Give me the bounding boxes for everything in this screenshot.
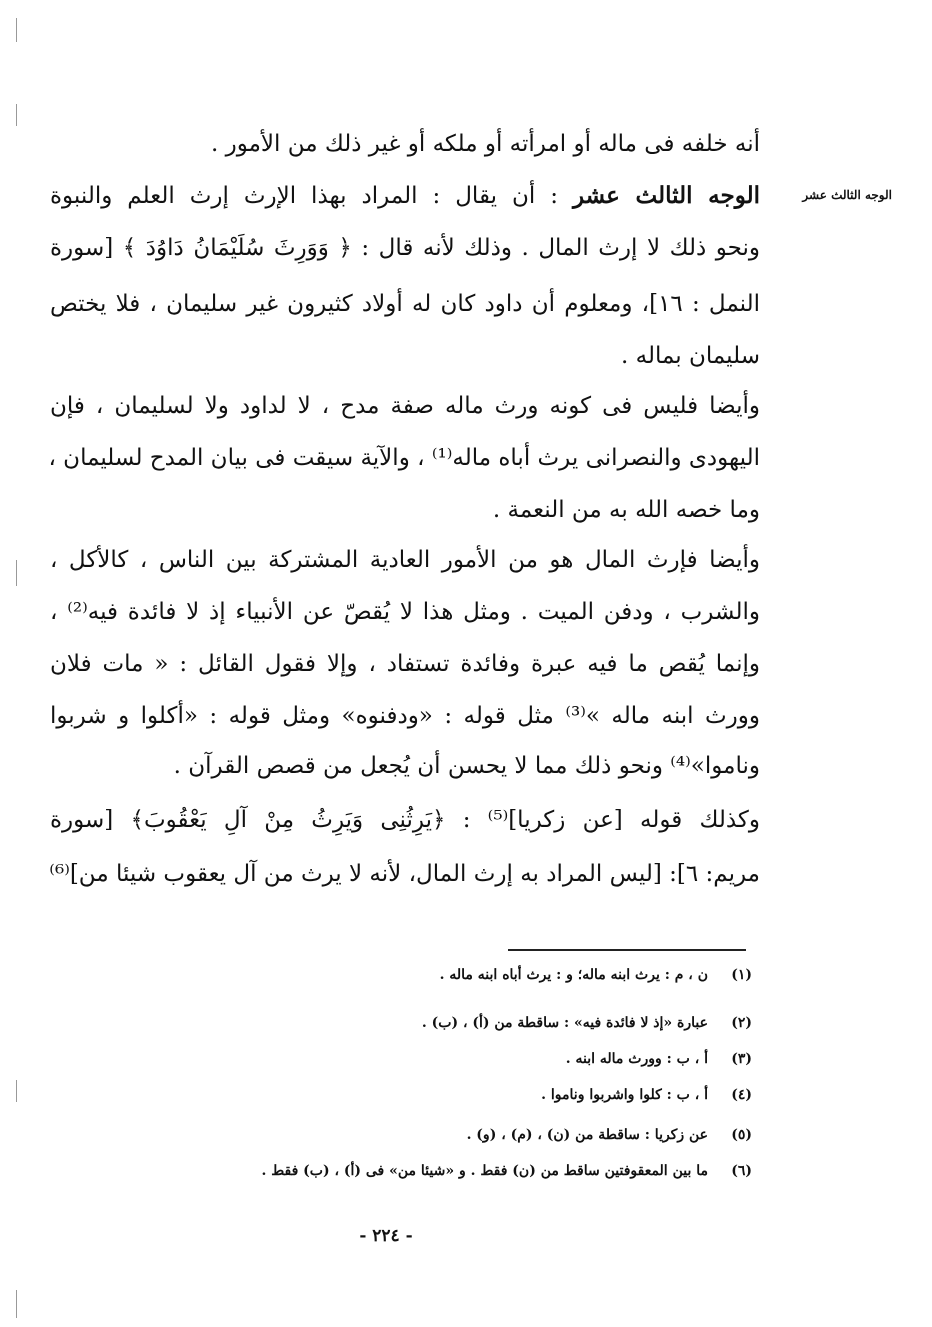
- footnote-text: عبارة «إذ لا فائدة فيه» : ساقطة من (أ) ، (ب) .: [421, 1015, 708, 1031]
- section-heading-text: : أن يقال : المراد بهذا الإرث إرث العلم والنبوة: [50, 183, 573, 209]
- section-heading: الوجه الثالث عشر: [572, 182, 761, 209]
- footnote: [422, 1012, 752, 1034]
- body-line: مريم: ٦]: [ليس المراد به إرث المال، لأنه لا يرث من آل يعقوب شيئا من]⁽⁶⁾: [49, 861, 760, 887]
- footnote-text: عن زكريا : ساقطة من (ن) ، (م) ، (و) .: [466, 1127, 708, 1143]
- footnote-text: ما بين المعقوفتين ساقط من (ن) فقط . و «شيئا من» فى (أ) ، (ب) فقط .: [261, 1163, 708, 1179]
- footnote-number: (٢): [731, 1015, 752, 1031]
- scan-edge-mark: [16, 1290, 17, 1318]
- footnote-number: (٥): [731, 1127, 752, 1143]
- body-line: والشرب ، ودفن الميت . ومثل هذا لا يُقصّ عن الأنبياء إذ لا فائدة فيه⁽²⁾ ،: [50, 599, 760, 625]
- footnote-separator: [508, 949, 746, 951]
- footnote-number: (٤): [731, 1087, 752, 1103]
- footnote-number: (١): [731, 967, 752, 983]
- footnote: [262, 1160, 753, 1182]
- footnote-number: (٦): [731, 1163, 752, 1179]
- page-number: - ٢٢٤ -: [359, 1226, 413, 1246]
- body-line: وكذلك قوله [عن زكريا]⁽⁵⁾ : ﴿يَرِثُنِى وَيَرِثُ مِنْ آلِ يَعْقُوبَ﴾ [سورة: [50, 807, 760, 833]
- footnote: [467, 1124, 752, 1146]
- footnote-text: أ ، ب : كلوا واشربوا وناموا .: [541, 1087, 708, 1103]
- body-line: أنه خلفه فى ماله أو امرأته أو ملكه أو غير ذلك من الأمور .: [210, 131, 760, 157]
- scan-edge-mark: [16, 18, 17, 42]
- footnote: [566, 1048, 752, 1070]
- footnote: [541, 1084, 752, 1106]
- footnote-text: أ ، ب : وورث ماله ابنه .: [565, 1051, 708, 1067]
- body-line: ونحو ذلك لا إرث المال . وذلك لأنه قال : ﴿ وَوَرِثَ سُلَيْمَانُ دَاوُدَ ﴾ [سورة: [50, 235, 760, 261]
- body-line: سليمان بماله .: [621, 343, 760, 369]
- body-line: وأيضا فليس فى كونه ورث ماله صفة مدح ، لا لداود ولا لسليمان ، فإن: [50, 393, 760, 419]
- body-line: وأيضا فإرث المال هو من الأمور العادية المشتركة بين الناس ، كالأكل ،: [50, 547, 760, 573]
- scan-edge-mark: [16, 560, 17, 586]
- body-line: النمل : ١٦]، ومعلوم أن داود كان له أولاد كثيرون غير سليمان ، فلا يختص: [50, 291, 760, 317]
- footnote-number: (٣): [731, 1051, 752, 1067]
- body-line: وورث ابنه ماله »⁽³⁾ مثل قوله : «ودفنوه» ومثل قوله : «أكلوا و شربوا: [50, 703, 761, 729]
- scan-edge-mark: [16, 1080, 17, 1102]
- body-line: اليهودى والنصرانى يرث أباه ماله⁽¹⁾ ، والآية سيقت فى بيان المدح لسليمان ،: [48, 445, 760, 471]
- section-heading-line: [50, 176, 760, 216]
- margin-note: الوجه الثالث عشر: [802, 188, 892, 202]
- body-line: وإنما يُقص ما فيه عبرة وفائدة تستفاد ، وإلا فقول القائل : « مات فلان: [50, 651, 760, 677]
- body-line: وناموا»⁽⁴⁾ ونحو ذلك مما لا يحسن أن يُجعل من قصص القرآن .: [173, 753, 760, 779]
- footnote-text: ن ، م : يرث ابنه ماله؛ و : يرث أباه ابنه ماله .: [439, 967, 708, 983]
- scan-edge-mark: [16, 104, 17, 126]
- footnote: [440, 964, 752, 986]
- body-line: وما خصه الله به من النعمة .: [492, 497, 760, 523]
